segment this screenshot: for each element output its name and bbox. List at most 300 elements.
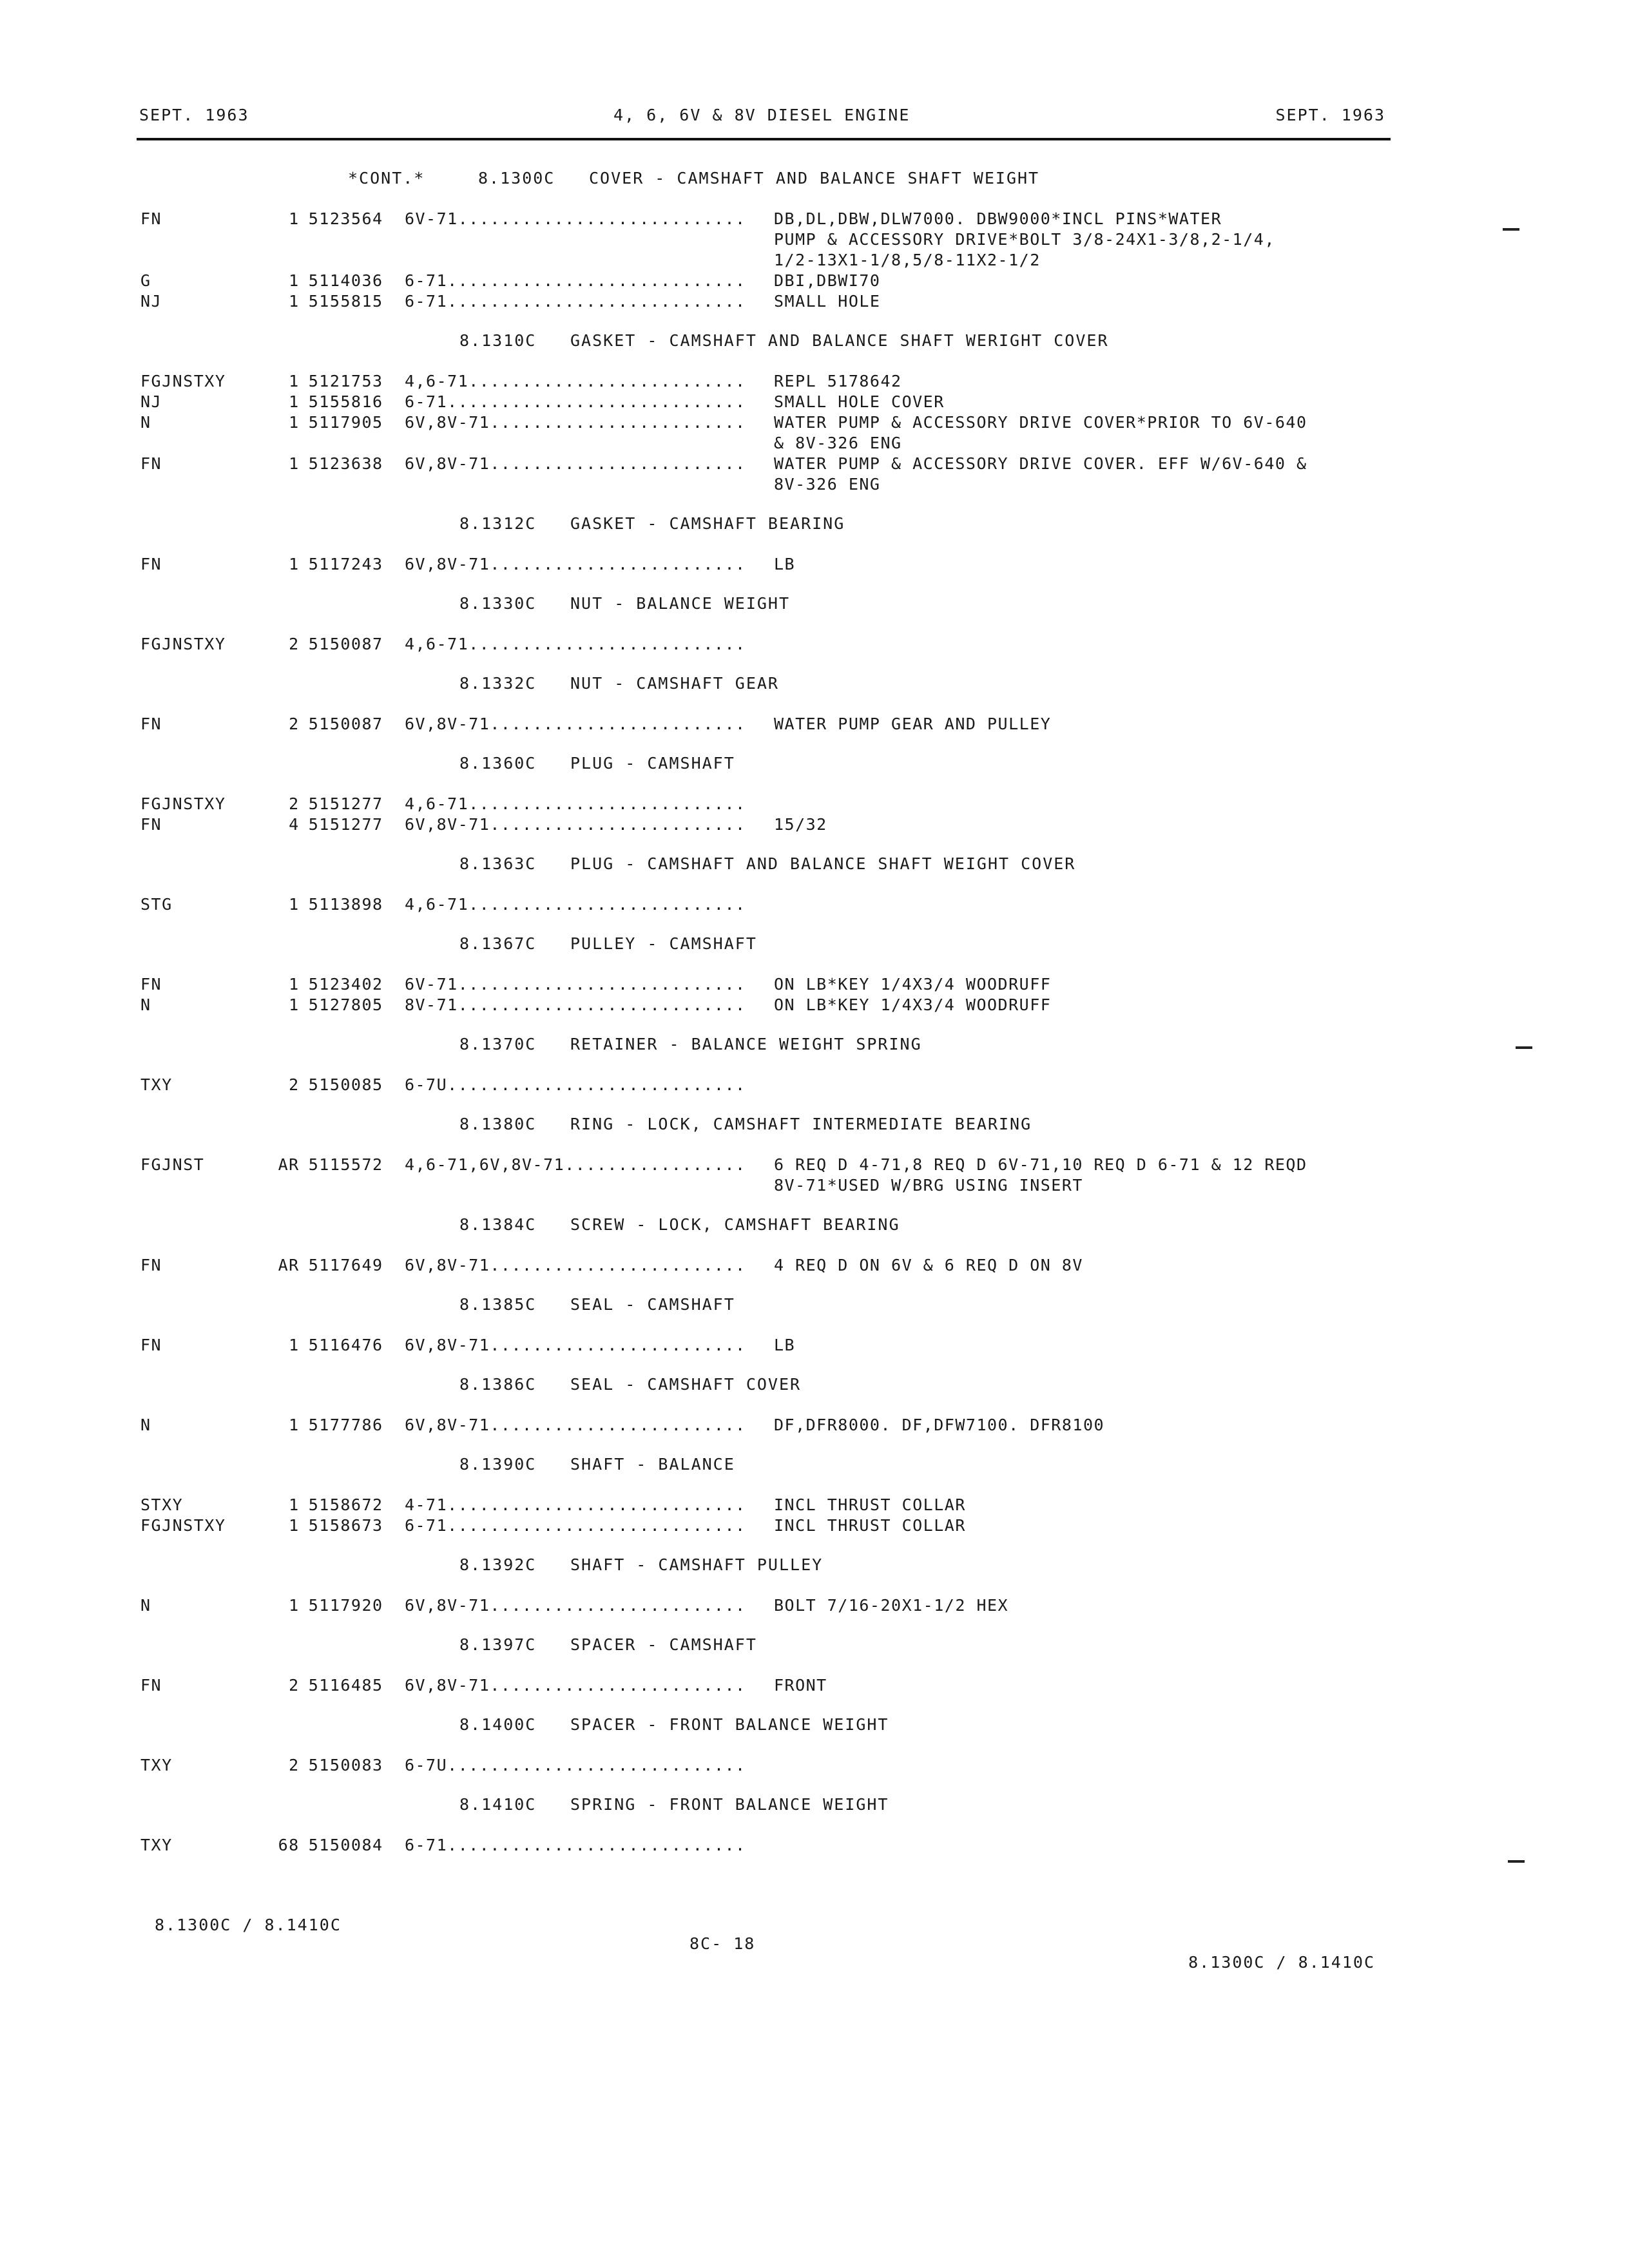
section-heading	[459, 1115, 1391, 1155]
model-codes: FGJNSTXY	[140, 635, 226, 653]
dot-leader: ............................	[447, 271, 746, 290]
dot-leader: ............................	[447, 1756, 746, 1774]
dot-leader: ........................	[490, 413, 746, 432]
part-row	[140, 814, 1391, 835]
quantity: 1	[289, 895, 300, 914]
footer-range-left: 8.1300C / 8.1410C	[155, 1916, 342, 1934]
engine-models-blank	[405, 474, 774, 495]
model-codes: FN	[140, 975, 162, 994]
engine-models	[405, 392, 774, 412]
section-title: SCREW - LOCK, CAMSHAFT BEARING	[570, 1215, 900, 1234]
engine-models	[405, 209, 774, 229]
part-number-blank	[300, 474, 405, 495]
engine-model-text: 4,6-71	[404, 635, 469, 653]
remarks: LB	[773, 1336, 796, 1354]
part-row	[140, 271, 1391, 291]
engine-models-blank	[405, 250, 774, 271]
part-row	[140, 1155, 1391, 1175]
remarks: PUMP & ACCESSORY DRIVE*BOLT 3/8-24X1-3/8,2-1/4,	[773, 230, 1275, 249]
part-number: 5117905	[308, 413, 383, 432]
part-number: 5116485	[308, 1676, 383, 1695]
header-title: 4, 6, 6V & 8V DIESEL ENGINE	[613, 106, 911, 124]
engine-models	[405, 814, 774, 835]
parts-group	[140, 1155, 1391, 1196]
part-number: 5158673	[308, 1516, 383, 1535]
engine-models-blank	[405, 1175, 774, 1196]
section-heading	[459, 934, 1391, 974]
dot-leader: ..........................	[468, 635, 746, 653]
section-code: 8.1385C	[459, 1295, 537, 1314]
remarks	[774, 794, 1391, 814]
section-title: SPRING - FRONT BALANCE WEIGHT	[570, 1795, 889, 1814]
dot-leader: ..........................	[468, 372, 746, 390]
part-number-blank	[300, 250, 405, 271]
page-header	[137, 106, 1391, 140]
quantity: 2	[289, 715, 300, 733]
section-title: SEAL - CAMSHAFT COVER	[570, 1375, 802, 1394]
engine-models	[405, 974, 774, 995]
quantity: 2	[289, 635, 300, 653]
part-row	[140, 794, 1391, 814]
part-row	[140, 1755, 1391, 1776]
margin-mark	[1503, 228, 1519, 231]
remarks: 6 REQ D 4-71,8 REQ D 6V-71,10 REQ D 6-71 & 12 REQD	[773, 1155, 1307, 1174]
part-number: 5177786	[308, 1416, 383, 1434]
remarks: DF,DFR8000. DF,DFW7100. DFR8100	[773, 1416, 1105, 1434]
part-row	[140, 1255, 1391, 1276]
footer-page-number: 8C- 18	[689, 1934, 756, 1953]
section-title: PLUG - CAMSHAFT	[570, 754, 735, 773]
dot-leader: ........................	[490, 454, 746, 473]
engine-model-text: 6V,8V-71	[404, 1336, 490, 1354]
section-code: 8.1300C	[478, 169, 555, 187]
part-number: 5116476	[308, 1336, 383, 1354]
quantity: 1	[289, 209, 300, 228]
dot-leader: ..........................	[468, 794, 746, 813]
remarks: DB,DL,DBW,DLW7000. DBW9000*INCL PINS*WATER	[773, 209, 1222, 228]
engine-models	[405, 634, 774, 655]
parts-group	[140, 371, 1391, 495]
engine-model-text: 6-71	[404, 392, 448, 411]
section-title: NUT - CAMSHAFT GEAR	[570, 674, 779, 693]
continued-marker: *CONT.*	[348, 169, 425, 187]
dot-leader: ........................	[490, 815, 746, 834]
remarks: SMALL HOLE COVER	[773, 392, 945, 411]
engine-model-text: 6V,8V-71	[404, 454, 490, 473]
parts-group	[140, 894, 1391, 915]
part-row-continuation	[140, 229, 1391, 250]
section-code: 8.1332C	[459, 674, 537, 693]
section-heading	[459, 1555, 1391, 1595]
dot-leader: ...........................	[458, 975, 746, 994]
dot-leader: ........................	[490, 1336, 746, 1354]
part-row	[140, 554, 1391, 575]
section-code: 8.1363C	[459, 854, 537, 873]
quantity-blank	[267, 229, 300, 250]
remarks: 8V-71*USED W/BRG USING INSERT	[773, 1176, 1083, 1195]
engine-models	[405, 1255, 774, 1276]
engine-model-text: 6V,8V-71	[404, 413, 490, 432]
engine-models	[405, 412, 774, 433]
section-heading	[459, 854, 1391, 894]
part-number: 5150083	[308, 1756, 383, 1774]
engine-models	[405, 1675, 774, 1696]
remarks: WATER PUMP GEAR AND PULLEY	[773, 715, 1052, 733]
dot-leader: ............................	[447, 392, 746, 411]
model-codes: N	[140, 413, 151, 432]
section-code: 8.1360C	[459, 754, 537, 773]
page-footer	[155, 1897, 1375, 1972]
section-title: GASKET - CAMSHAFT AND BALANCE SHAFT WERIGHT COVER	[570, 331, 1109, 350]
section-title: GASKET - CAMSHAFT BEARING	[570, 514, 845, 533]
engine-model-text: 4,6-71	[404, 895, 469, 914]
engine-models	[405, 371, 774, 392]
part-row-continuation	[140, 1175, 1391, 1196]
section-title: SHAFT - BALANCE	[570, 1455, 735, 1474]
quantity-blank	[267, 1175, 300, 1196]
header-date-left: SEPT. 1963	[139, 106, 249, 124]
model-codes: FGJNSTXY	[140, 372, 226, 390]
engine-models	[405, 1755, 774, 1776]
dot-leader: ........................	[490, 1416, 746, 1434]
part-row	[140, 392, 1391, 412]
remarks: WATER PUMP & ACCESSORY DRIVE COVER. EFF W/6V-640 &	[773, 454, 1307, 473]
quantity: 68	[278, 1836, 300, 1854]
engine-models	[405, 1515, 774, 1536]
engine-model-text: 6-71	[404, 271, 448, 290]
part-row	[140, 1835, 1391, 1856]
dot-leader: ...........................	[458, 209, 746, 228]
part-row	[140, 634, 1391, 655]
engine-model-text: 6V,8V-71	[404, 1596, 490, 1615]
part-row	[140, 371, 1391, 392]
section-heading	[459, 1375, 1391, 1415]
quantity: 1	[289, 1596, 300, 1615]
part-number: 5150087	[308, 635, 383, 653]
part-row	[140, 412, 1391, 433]
part-row	[140, 1415, 1391, 1436]
parts-group	[140, 1075, 1391, 1095]
model-codes: FGJNSTXY	[140, 794, 226, 813]
dot-leader: ..........................	[468, 895, 746, 914]
section-heading	[348, 169, 1391, 209]
section-title: RING - LOCK, CAMSHAFT INTERMEDIATE BEARING	[570, 1115, 1032, 1133]
part-number: 5115572	[308, 1155, 383, 1174]
part-row	[140, 1495, 1391, 1515]
remarks: & 8V-326 ENG	[773, 434, 902, 452]
parts-group	[140, 1835, 1391, 1856]
dot-leader: ........................	[490, 1596, 746, 1615]
engine-model-text: 8V-71	[404, 995, 458, 1014]
part-number: 5113898	[308, 895, 383, 914]
quantity-blank	[267, 433, 300, 454]
model-codes: TXY	[140, 1756, 173, 1774]
section-heading	[459, 514, 1391, 554]
section-title: NUT - BALANCE WEIGHT	[570, 594, 791, 613]
parts-group	[140, 554, 1391, 575]
section-code: 8.1400C	[459, 1715, 537, 1734]
part-number: 5151277	[308, 794, 383, 813]
model-codes: FN	[140, 715, 162, 733]
quantity-blank	[267, 250, 300, 271]
parts-group	[140, 1755, 1391, 1776]
engine-model-text: 4,6-71,6V,8V-71	[404, 1155, 565, 1174]
model-codes: STXY	[140, 1495, 184, 1514]
section-code: 8.1384C	[459, 1215, 537, 1234]
remarks: INCL THRUST COLLAR	[773, 1495, 966, 1514]
part-row-continuation	[140, 474, 1391, 495]
part-number: 5150087	[308, 715, 383, 733]
parts-group	[140, 974, 1391, 1015]
quantity: 1	[289, 1416, 300, 1434]
parts-group	[140, 1495, 1391, 1536]
engine-models-blank	[405, 229, 774, 250]
part-number-blank	[300, 433, 405, 454]
model-codes: N	[140, 1416, 151, 1434]
part-number: 5117243	[308, 555, 383, 573]
quantity: 1	[289, 413, 300, 432]
quantity: 1	[289, 555, 300, 573]
model-codes: FN	[140, 1676, 162, 1695]
quantity-blank	[267, 474, 300, 495]
model-codes: N	[140, 1596, 151, 1615]
model-codes: N	[140, 995, 151, 1014]
part-row-continuation	[140, 250, 1391, 271]
section-code: 8.1370C	[459, 1035, 537, 1053]
part-number: 5155816	[308, 392, 383, 411]
section-heading	[459, 1295, 1391, 1335]
model-codes: FGJNST	[140, 1155, 205, 1174]
part-row	[140, 1595, 1391, 1616]
remarks: INCL THRUST COLLAR	[773, 1516, 966, 1535]
part-number: 5150084	[308, 1836, 383, 1854]
section-heading	[459, 1035, 1391, 1075]
part-number: 5123564	[308, 209, 383, 228]
model-codes: STG	[140, 895, 173, 914]
part-number: 5158672	[308, 1495, 383, 1514]
dot-leader: .................	[564, 1155, 746, 1174]
section-code: 8.1312C	[459, 514, 537, 533]
model-codes-blank	[140, 250, 267, 271]
parts-group	[140, 714, 1391, 735]
part-row	[140, 1075, 1391, 1095]
dot-leader: ............................	[447, 1075, 746, 1094]
section-heading	[459, 1455, 1391, 1495]
dot-leader: ............................	[447, 1836, 746, 1854]
parts-group	[140, 634, 1391, 655]
part-row	[140, 974, 1391, 995]
engine-models	[405, 794, 774, 814]
model-codes-blank	[140, 474, 267, 495]
quantity: 1	[289, 1336, 300, 1354]
remarks: FRONT	[773, 1676, 827, 1695]
margin-mark	[1516, 1046, 1532, 1049]
section-code: 8.1386C	[459, 1375, 537, 1394]
engine-model-text: 6V,8V-71	[404, 715, 490, 733]
quantity: 1	[289, 271, 300, 290]
engine-models	[405, 454, 774, 474]
engine-model-text: 6-71	[404, 1836, 448, 1854]
model-codes: FN	[140, 1256, 162, 1274]
parts-group	[140, 1255, 1391, 1276]
part-number: 5151277	[308, 815, 383, 834]
dot-leader: ............................	[447, 1516, 746, 1535]
engine-models	[405, 554, 774, 575]
remarks: LB	[773, 555, 796, 573]
model-codes: NJ	[140, 392, 162, 411]
parts-group	[140, 794, 1391, 835]
dot-leader: ........................	[490, 1676, 746, 1695]
quantity: AR	[278, 1256, 300, 1274]
part-number: 5117920	[308, 1596, 383, 1615]
section-heading	[459, 1715, 1391, 1755]
model-codes: G	[140, 271, 151, 290]
model-codes: FN	[140, 555, 162, 573]
dot-leader: ...........................	[458, 995, 746, 1014]
engine-models	[405, 714, 774, 735]
part-row	[140, 291, 1391, 312]
remarks	[774, 634, 1391, 655]
engine-models-blank	[405, 433, 774, 454]
remarks	[774, 1075, 1391, 1095]
engine-models	[405, 1835, 774, 1856]
engine-models	[405, 1495, 774, 1515]
model-codes-blank	[140, 433, 267, 454]
quantity: 1	[289, 454, 300, 473]
quantity: 1	[289, 975, 300, 994]
model-codes: FN	[140, 454, 162, 473]
engine-model-text: 6V,8V-71	[404, 815, 490, 834]
part-number: 5117649	[308, 1256, 383, 1274]
dot-leader: ............................	[447, 292, 746, 311]
engine-models	[405, 1415, 774, 1436]
engine-model-text: 6V,8V-71	[404, 1256, 490, 1274]
remarks: 4 REQ D ON 6V & 6 REQ D ON 8V	[773, 1256, 1083, 1274]
section-title: SPACER - FRONT BALANCE WEIGHT	[570, 1715, 889, 1734]
section-title: SPACER - CAMSHAFT	[570, 1635, 757, 1654]
quantity: 1	[289, 372, 300, 390]
part-row	[140, 1335, 1391, 1356]
engine-model-text: 6-7U	[404, 1756, 448, 1774]
section-title: PULLEY - CAMSHAFT	[570, 934, 757, 953]
quantity: 1	[289, 292, 300, 311]
section-title: COVER - CAMSHAFT AND BALANCE SHAFT WEIGHT	[589, 169, 1040, 187]
parts-catalog	[140, 169, 1391, 1875]
engine-model-text: 6-7U	[404, 1075, 448, 1094]
part-number: 5150085	[308, 1075, 383, 1094]
quantity: 2	[289, 794, 300, 813]
parts-group	[140, 209, 1391, 312]
engine-model-text: 4-71	[404, 1495, 448, 1514]
model-codes-blank	[140, 1175, 267, 1196]
model-codes: NJ	[140, 292, 162, 311]
remarks	[774, 1755, 1391, 1776]
remarks: REPL 5178642	[773, 372, 902, 390]
quantity: 2	[289, 1676, 300, 1695]
margin-mark	[1508, 1860, 1525, 1863]
parts-group	[140, 1675, 1391, 1696]
section-code: 8.1392C	[459, 1555, 537, 1574]
dot-leader: ............................	[447, 1495, 746, 1514]
engine-models	[405, 894, 774, 915]
engine-model-text: 6V-71	[404, 209, 458, 228]
part-number-blank	[300, 1175, 405, 1196]
engine-models	[405, 1155, 774, 1175]
part-row-continuation	[140, 433, 1391, 454]
section-code: 8.1380C	[459, 1115, 537, 1133]
engine-models	[405, 1075, 774, 1095]
engine-model-text: 6V,8V-71	[404, 1416, 490, 1434]
engine-models	[405, 1595, 774, 1616]
part-row	[140, 1515, 1391, 1536]
engine-model-text: 4,6-71	[404, 794, 469, 813]
parts-group	[140, 1595, 1391, 1616]
section-heading	[459, 594, 1391, 634]
header-date-right: SEPT. 1963	[1275, 106, 1385, 124]
model-codes: FN	[140, 815, 162, 834]
part-number-blank	[300, 229, 405, 250]
section-code: 8.1410C	[459, 1795, 537, 1814]
part-number: 5127805	[308, 995, 383, 1014]
model-codes: FN	[140, 1336, 162, 1354]
engine-model-text: 6V,8V-71	[404, 555, 490, 573]
quantity: 1	[289, 1516, 300, 1535]
part-row	[140, 1675, 1391, 1696]
part-number: 5123402	[308, 975, 383, 994]
part-number: 5121753	[308, 372, 383, 390]
engine-model-text: 6-71	[404, 292, 448, 311]
section-code: 8.1397C	[459, 1635, 537, 1654]
section-title: SEAL - CAMSHAFT	[570, 1295, 735, 1314]
section-heading	[459, 674, 1391, 714]
remarks: WATER PUMP & ACCESSORY DRIVE COVER*PRIOR TO 6V-640	[773, 413, 1307, 432]
part-number: 5155815	[308, 292, 383, 311]
remarks: BOLT 7/16-20X1-1/2 HEX	[773, 1596, 1009, 1615]
section-heading	[459, 1795, 1391, 1835]
engine-models	[405, 271, 774, 291]
engine-model-text: 6-71	[404, 1516, 448, 1535]
parts-group	[140, 1415, 1391, 1436]
part-row	[140, 995, 1391, 1015]
engine-models	[405, 995, 774, 1015]
section-heading	[459, 1635, 1391, 1675]
model-codes: FGJNSTXY	[140, 1516, 226, 1535]
remarks: ON LB*KEY 1/4X3/4 WOODRUFF	[773, 975, 1052, 994]
engine-models	[405, 1335, 774, 1356]
section-title: RETAINER - BALANCE WEIGHT SPRING	[570, 1035, 922, 1053]
remarks: 1/2-13X1-1/8,5/8-11X2-1/2	[773, 251, 1041, 269]
remarks: 8V-326 ENG	[773, 475, 881, 494]
quantity: 1	[289, 995, 300, 1014]
part-row	[140, 894, 1391, 915]
parts-group	[140, 1335, 1391, 1356]
quantity: 2	[289, 1075, 300, 1094]
section-heading	[459, 331, 1391, 371]
part-number: 5123638	[308, 454, 383, 473]
dot-leader: ........................	[490, 555, 746, 573]
footer-range-right: 8.1300C / 8.1410C	[1188, 1953, 1375, 1972]
section-code: 8.1330C	[459, 594, 537, 613]
dot-leader: ........................	[490, 1256, 746, 1274]
quantity: 1	[289, 392, 300, 411]
quantity: 4	[289, 815, 300, 834]
dot-leader: ........................	[490, 715, 746, 733]
model-codes: TXY	[140, 1836, 173, 1854]
part-number: 5114036	[308, 271, 383, 290]
section-code: 8.1310C	[459, 331, 537, 350]
remarks: 15/32	[773, 815, 827, 834]
part-row	[140, 714, 1391, 735]
